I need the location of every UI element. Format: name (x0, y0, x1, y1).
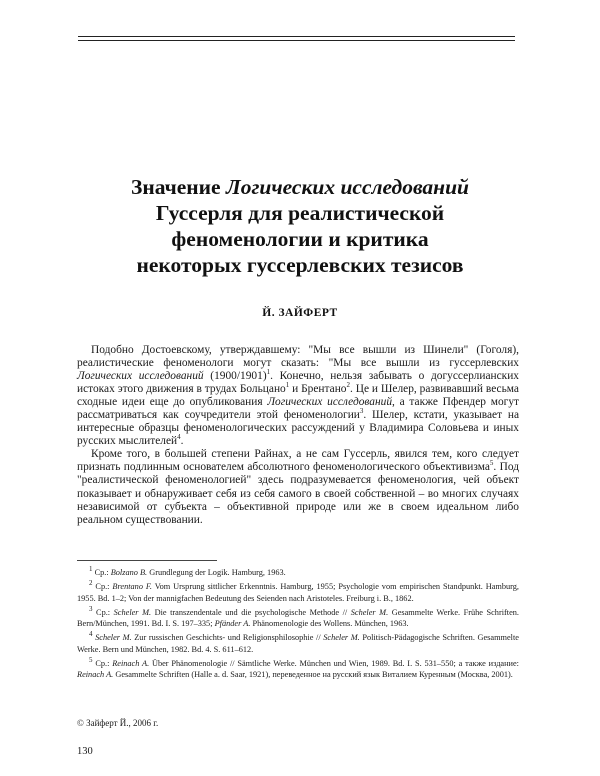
footnote-1-number: 1 (89, 565, 93, 574)
title-line-4: некоторых гуссерлевских тезисов (136, 253, 464, 277)
footnote-5-number: 5 (89, 656, 93, 665)
footnote-3-text: Die transzendentale und die psychologische Methode // (151, 607, 351, 617)
article-title (70, 174, 530, 278)
footnote-4-text: Zur russischen Geschichts- und Religionsphilosophie // (131, 633, 324, 643)
footnote-ref-5[interactable]: 5 (489, 459, 494, 468)
p1-italic-title-1: Логических исследований (77, 370, 204, 383)
footnote-3-prefix: Ср.: (96, 607, 114, 617)
header-rule-upper (78, 36, 515, 37)
footnote-1 (77, 567, 519, 578)
footnote-5 (77, 658, 519, 681)
footnote-1-prefix: Ср.: (94, 568, 111, 577)
header-rule-lower (78, 40, 515, 41)
footnote-4 (77, 632, 519, 655)
paragraph-2 (77, 448, 519, 526)
footnote-3 (77, 607, 519, 630)
title-line-3: феноменологии и критика (171, 227, 429, 251)
footnote-1-author: Bolzano B. (110, 568, 148, 577)
footnote-5-author-2: Reinach A. (77, 670, 114, 680)
footnotes (77, 567, 519, 684)
title-line-2: Гуссерля для реалистической (155, 201, 445, 225)
p2-text-2: . Под "реалистической феноменологией" здесь подразумевается феноменология, чей объект показывает и обнаруживает себя из себя самого в своей собственной – во многих случаях независимой от субъекта – объективной природе или же в своем идеальном либо реальном существовании. (77, 461, 519, 526)
p1-text-1: Подобно Достоевскому, утверждавшему: "Мы все вышли из Шинели" (Гоголя), реалистические феноменологи могут сказать: "Мы все вышли из гуссерлевских (77, 344, 519, 370)
p1-text-2: (1900/1901) (203, 370, 267, 383)
p1-text-7: . Шелер, кстати, указывает на интересные образцы феноменологических рассуждений у Владимира Соловьева и иных русских мыслителей (77, 409, 520, 448)
footnote-3-author-2: Scheler M. (350, 607, 389, 617)
footnote-2 (77, 581, 519, 604)
p1-text-6: , а также Пфендер могут рассматриваться как соучредители этой феноменологии (77, 396, 519, 422)
footnote-5-text-2: Gesammelte Schriften (Halle a. d. Saar, 1921), переведенное на русский язык Виталием Куренным (Москва, 2001). (113, 670, 513, 680)
p1-text-3: . Конечно, нельзя забывать о догуссерлианских истоках этого движения в трудах Больцано (77, 370, 519, 396)
footnote-2-number: 2 (89, 579, 93, 588)
footnote-3-number: 3 (89, 605, 93, 614)
paragraph-1 (77, 344, 519, 448)
footnote-separator (77, 560, 217, 561)
p2-text-1: Кроме того, в большей степени Райнах, а не сам Гуссерль, явился тем, кого следует признать подлинным основателем абсолютного феноменологического объективизма (77, 448, 519, 474)
copyright-notice: © Зайферт Й., 2006 г. (77, 718, 159, 728)
footnote-2-prefix: Ср.: (95, 582, 113, 592)
footnote-ref-2[interactable]: 2 (346, 381, 350, 390)
footnote-5-prefix: Ср.: (95, 659, 113, 669)
footnote-4-number: 4 (89, 630, 93, 639)
footnote-3-text-2: Gesammelte Werke. Frühe Schriften. Bern/München, 1991. Bd. I. S. 197–335; (77, 607, 519, 629)
article-body (77, 344, 519, 527)
footnote-4-text-2: Politisch-Pädagogische Schriften. Gesammelte Werke. Bern und München, 1982. Bd. 4. S. 611–612. (77, 633, 519, 654)
footnote-4-author: Scheler M. (95, 633, 132, 643)
p1-text-4: и Брентано (289, 383, 347, 396)
footnote-5-author: Reinach A. (112, 659, 150, 669)
footnote-3-author-3: Pfänder A. (214, 619, 251, 629)
footnote-5-text: Über Phänomenologie // Sämtliche Werke. München und Wien, 1989. Bd. I. S. 531–550; а также издание: (149, 659, 519, 669)
footnote-ref-3[interactable]: 3 (359, 407, 364, 416)
footnote-1-text: Grundlegung der Logik. Hamburg, 1963. (147, 568, 286, 577)
footnote-3-author: Scheler M. (113, 607, 152, 617)
footnote-ref-1[interactable]: 1 (266, 368, 271, 377)
footnote-4-author-2: Scheler M. (323, 633, 360, 643)
p1-text-5: . Це и Шелер, развивавший весьма сходные идеи еще до опубликования (77, 383, 519, 409)
page-number: 130 (77, 746, 93, 757)
footnote-ref-4[interactable]: 4 (177, 433, 181, 442)
title-line-1-italic: Логических исследований (225, 175, 470, 199)
footnote-2-author: Brentano F. (112, 582, 152, 592)
footnote-2-text: Vom Ursprung sittlicher Erkenntnis. Hamburg, 1955; Psychologie vom empirischen Standpunkt. Hamburg, 1955. Bd. 1–2; Von der mannigfachen Bedeutung des Seienden nach Aristoteles. Freiburg i. B., 1862. (77, 582, 519, 603)
p1-text-8: . (180, 435, 184, 448)
title-line-1-prefix: Значение (130, 175, 226, 199)
author-name: Й. ЗАЙФЕРТ (262, 307, 338, 319)
footnote-3-text-3: Phänomenologie des Wollens. München, 1963. (250, 619, 409, 629)
footnote-ref-bolzano[interactable]: 1 (285, 381, 290, 390)
p1-italic-title-2: Логических исследований (267, 396, 393, 409)
